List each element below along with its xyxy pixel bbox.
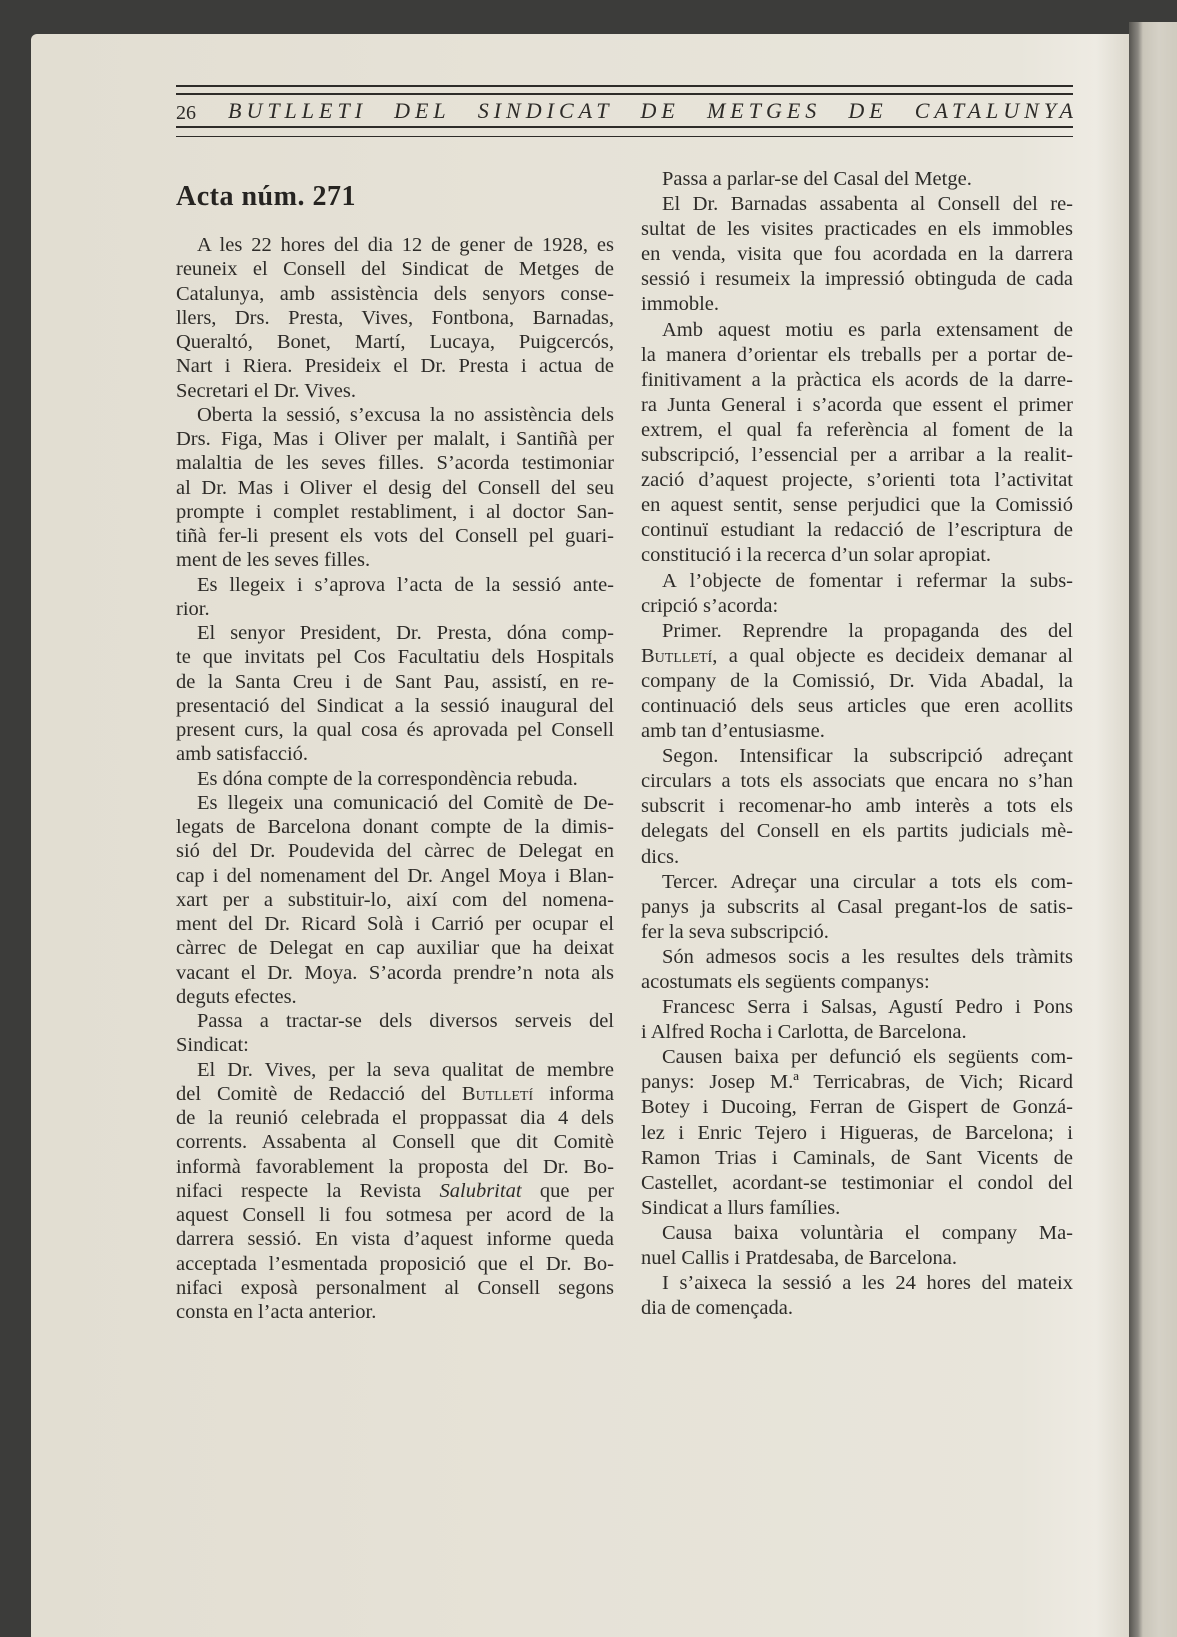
text-line: aquest Consell li fou sotmesa per acord de la: [176, 1204, 614, 1226]
text-line: El senyor President, Dr. Presta, dóna comp-: [197, 622, 614, 644]
text-run: nifaci respecte la Revista: [176, 1179, 440, 1202]
text-line: de la reunió celebrada el proppassat dia 4 dels: [176, 1107, 614, 1129]
text-line: tiñà fer-li present els vots del Consell pel guari-: [176, 525, 614, 547]
text-line: [176, 1082, 614, 1106]
text-line: amb satisfacció.: [176, 743, 309, 766]
text-line: vacant el Dr. Moya. S’acorda prendre’n nota als: [176, 961, 614, 984]
text-line: Drs. Figa, Mas i Oliver per malalt, i Santiñà per: [176, 428, 614, 450]
text-run: informa: [533, 1082, 614, 1105]
running-title-word: DE: [640, 98, 680, 123]
text-line: acceptada l’esmentada proposició que el Dr. Bo-: [176, 1252, 614, 1275]
paragraph: [641, 945, 1073, 995]
text-line: rior.: [176, 597, 210, 620]
text-line: finitivament a la pràctica els acords de la darre-: [641, 368, 1073, 391]
paragraph: [641, 167, 1073, 192]
text-line: [641, 644, 1073, 669]
text-line: en aquest sentit, sense perjudici que la Comissió: [641, 494, 1073, 517]
text-line: deguts efectes.: [176, 985, 297, 1008]
running-title-word: DE: [848, 98, 888, 123]
paragraph: [641, 1221, 1073, 1271]
running-title-word: METGES: [706, 98, 822, 123]
running-title-word: CATALUNYA: [914, 98, 1078, 123]
paragraph: [176, 573, 614, 622]
running-title-word: DEL: [394, 98, 451, 123]
small-caps-word: Butlletí: [641, 644, 713, 667]
text-line: constitució i la recerca d’un solar apropiat.: [641, 544, 992, 567]
text-line: sió del Dr. Poudevida del càrrec de Delegat en: [176, 840, 614, 863]
paragraph: [176, 233, 614, 403]
text-line: Botey i Ducoing, Ferran de Gispert de Gonzá-: [641, 1096, 1073, 1119]
text-line: ment de les seves filles.: [176, 549, 371, 572]
text-line: informà favorablement la proposta del Dr. Bo-: [176, 1155, 614, 1178]
text-line: la manera d’orientar els treballs per a portar de-: [641, 343, 1073, 366]
text-run: que per: [521, 1179, 614, 1202]
text-run: , a qual objecte es decideix demanar al: [712, 644, 1073, 667]
text-line: I s’aixeca la sessió a les 24 hores del mateix: [662, 1272, 1073, 1295]
text-line: El Dr. Barnadas assabenta al Consell del re-: [662, 193, 1073, 216]
text-line: Amb aquest motiu es parla extensament de: [662, 318, 1073, 341]
text-line: reuneix el Consell del Sindicat de Metges de: [176, 258, 614, 281]
paragraph: [641, 619, 1073, 744]
header-rule-top: [176, 85, 1073, 95]
text-line: fer la seva subscripció.: [641, 920, 829, 943]
paragraph: [641, 1045, 1073, 1221]
paragraph: [176, 1009, 614, 1058]
italic-word: Salubritat: [439, 1179, 522, 1202]
text-line: Francesc Serra i Salsas, Agustí Pedro i Pons: [662, 996, 1073, 1019]
running-title: [228, 98, 1078, 124]
text-line: subscripció, l’essencial per a arribar a la realit-: [641, 444, 1073, 467]
text-line: extrem, el qual fa referència al foment de la: [641, 418, 1073, 441]
text-line: Passa a parlar-se del Casal del Metge.: [662, 168, 972, 190]
text-line: Catalunya, amb assistència dels senyors conse-: [176, 282, 614, 305]
text-line: Tercer. Adreçar una circular a tots els com-: [662, 870, 1073, 893]
text-line: company de la Comissió, Dr. Vida Abadal, la: [641, 669, 1073, 692]
text-line: amb tan d’entusiasme.: [641, 720, 825, 743]
text-line: Secretari el Dr. Vives.: [176, 379, 356, 402]
text-line: Castellet, acordant-se testimoniar el condol del: [641, 1171, 1073, 1194]
text-line: present curs, la qual cosa és aprovada pel Consell: [176, 719, 614, 741]
text-line: Són admesos socis a les resultes dels tràmits: [662, 945, 1073, 968]
adjacent-page-edge: [1129, 22, 1177, 1637]
article-title: Acta núm. 271: [176, 181, 356, 212]
text-line: Es llegeix i s’aprova l’acta de la sessió ante-: [197, 573, 614, 596]
paragraph: [176, 767, 614, 791]
text-line: ra Junta General i s’acorda que essent el primer: [641, 393, 1073, 416]
text-line: Queraltó, Bonet, Martí, Lucaya, Puigcercós,: [176, 331, 614, 353]
paragraph: [641, 192, 1073, 317]
text-line: Sindicat:: [176, 1034, 249, 1057]
text-line: cap i del nomenament del Dr. Angel Moya i Blan-: [176, 864, 614, 887]
text-line: presentació del Sindicat a la sessió inaugural del: [176, 694, 614, 717]
text-line: A l’objecte de fomentar i refermar la subs-: [662, 569, 1073, 592]
text-line: Causa baixa voluntària el company Ma-: [662, 1221, 1073, 1244]
text-line: delegats del Consell en els partits judicials mè-: [641, 820, 1073, 843]
paragraph: [641, 318, 1073, 569]
text-line: El Dr. Vives, per la seva qualitat de membre: [197, 1058, 614, 1081]
paragraph: [641, 744, 1073, 869]
text-line: A les 22 hores del dia 12 de gener de 1928, es: [197, 234, 614, 256]
text-line: Segon. Intensificar la subscripció adreçant: [662, 745, 1073, 768]
text-line: panys ja subscrits al Casal pregant-los de satis-: [641, 895, 1073, 918]
text-line: sessió i resumeix la impressió obtinguda de cada: [641, 268, 1073, 291]
text-line: darrera sessió. En vista d’aquest informe queda: [176, 1228, 614, 1251]
small-caps-word: Butlletí: [461, 1082, 534, 1105]
paragraph: [641, 1271, 1073, 1321]
text-line: nifaci exposà personalment al Consell segons: [176, 1276, 614, 1299]
left-column: [176, 233, 614, 1324]
text-line: Causen baixa per defunció els següents com-: [662, 1046, 1073, 1069]
text-line: Passa a tractar-se dels diversos serveis del: [197, 1010, 614, 1032]
paragraph: [176, 403, 614, 573]
running-title-word: BUTLLETI: [228, 98, 368, 123]
text-line: lez i Enric Tejero i Higueras, de Barcelona; i: [641, 1121, 1073, 1144]
text-line: en venda, visita que fou acordada en la darrera: [641, 243, 1073, 266]
text-line: [176, 1179, 614, 1203]
text-line: circulars a tots els associats que encara no s’han: [641, 770, 1073, 793]
paragraph: [176, 791, 614, 1009]
text-line: malaltia de les seves filles. S’acorda testimoniar: [176, 452, 614, 475]
text-line: Oberta la sessió, s’excusa la no assistència dels: [197, 403, 614, 426]
text-line: continuació dels seus articles que eren acollits: [641, 694, 1073, 717]
text-line: càrrec de Delegat en cap auxiliar que ha deixat: [176, 937, 614, 960]
text-line: de la Santa Creu i de Sant Pau, assistí, en re-: [176, 670, 614, 693]
text-line: al Dr. Mas i Oliver el desig del Consell del seu: [176, 476, 614, 499]
text-line: Nart i Riera. Presideix el Dr. Presta i actua de: [176, 355, 614, 378]
text-line: Primer. Reprendre la propaganda des del: [662, 619, 1073, 642]
running-title-word: SINDICAT: [477, 98, 614, 123]
text-line: prompte i complet restabliment, i al doctor San-: [176, 500, 614, 523]
paragraph: [176, 621, 614, 767]
text-line: llers, Drs. Presta, Vives, Fontbona, Barnadas,: [176, 306, 614, 329]
text-line: sultat de les visites practicades en els immobles: [641, 218, 1073, 241]
text-line: legats de Barcelona donant compte de la dimis-: [176, 816, 614, 838]
text-run: del Comitè de Redacció del: [176, 1082, 462, 1105]
text-line: Es llegeix una comunicació del Comitè de De-: [197, 791, 614, 814]
text-line: Ramon Trias i Caminals, de Sant Vicents de: [641, 1146, 1073, 1169]
text-line: dia de començada.: [641, 1297, 793, 1320]
header-rule-bottom: [176, 126, 1073, 137]
text-line: zació d’aquest projecte, s’orienti tota l’activitat: [641, 469, 1073, 492]
text-line: cripció s’acorda:: [641, 594, 779, 617]
text-line: subscrit i recomenar-ho amb interès a tots els: [641, 795, 1073, 818]
text-line: Sindicat a llurs famílies.: [641, 1196, 841, 1219]
text-line: ment del Dr. Ricard Solà i Carrió per ocupar el: [176, 913, 614, 935]
text-line: panys: Josep M.ª Terricabras, de Vich; Ricard: [641, 1071, 1073, 1094]
paragraph: [641, 995, 1073, 1045]
text-line: continuï estudiant la redacció de l’escriptura de: [641, 519, 1073, 542]
page-number: 26: [176, 102, 196, 124]
text-line: nuel Callis i Pratdesaba, de Barcelona.: [641, 1247, 957, 1270]
paragraph: [641, 870, 1073, 945]
text-line: xart per a substituir-lo, així com del nomena-: [176, 888, 614, 911]
text-line: consta en l’acta anterior.: [176, 1301, 377, 1323]
text-line: dics.: [641, 845, 680, 868]
text-line: Es dóna compte de la correspondència rebuda.: [197, 767, 578, 790]
text-line: corrents. Assabenta al Consell que dit Comitè: [176, 1131, 614, 1154]
text-line: i Alfred Rocha i Carlotta, de Barcelona.: [641, 1021, 967, 1044]
text-line: te que invitats pel Cos Facultatiu dels Hospitals: [176, 646, 614, 669]
paragraph: [176, 1058, 614, 1325]
right-column: [641, 167, 1073, 1321]
text-line: acostumats els següents companys:: [641, 971, 930, 993]
paragraph: [641, 569, 1073, 619]
text-line: immoble.: [641, 293, 720, 316]
